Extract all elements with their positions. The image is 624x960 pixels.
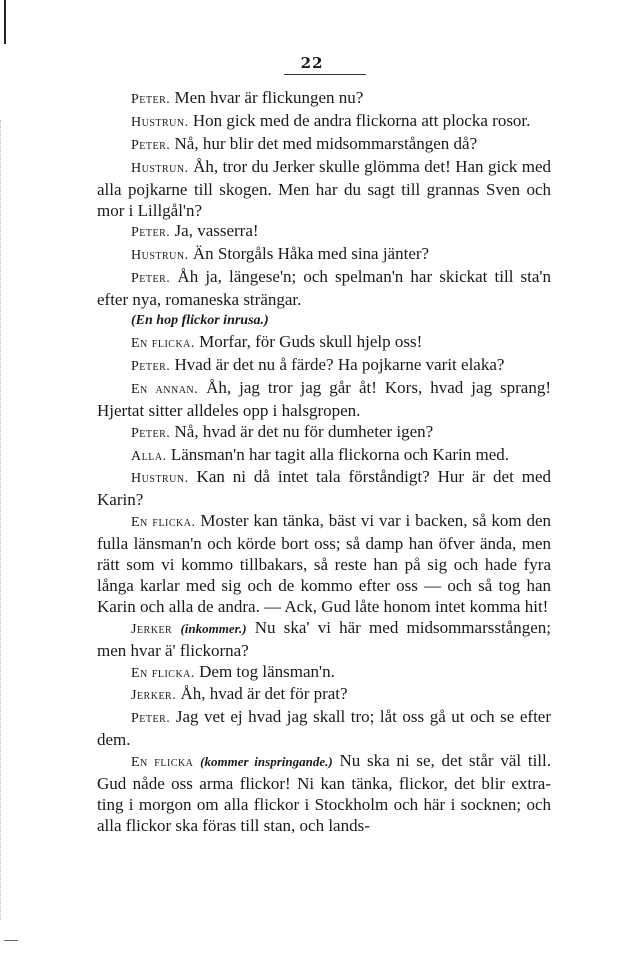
dialogue-paragraph	[97, 618, 551, 662]
dialogue-paragraph	[97, 88, 551, 111]
speech-text: Kan ni då intet tala förståndigt? Hur är det med Karin?	[97, 467, 551, 510]
speech-text: Än Storgåls Håka med sina jänter?	[192, 244, 430, 264]
speech-text: Ja, vasserra!	[174, 221, 259, 241]
speaker-name: Jerker	[131, 621, 173, 637]
speech-text: Moster kan tänka, bäst vi var i backen, så kom den fulla länsman'n och körde bort oss; så damp han öfver ända, men rätt som vi kommo tillbakars, så reste han på sig och hade fyra långa karlar med sig och de kommo efter oss — och så tog han Karin och alla de andra. — Ack, Gud låte honom intet komma hit!	[97, 511, 552, 616]
speech-text: Nå, hur blir det med midsommarstången då?	[174, 133, 478, 153]
speech-text: Hon gick med de andra flickorna att plocka rosor.	[192, 110, 531, 130]
speech-text: Länsman'n har tagit alla flickorna och Karin med.	[170, 444, 510, 464]
dialogue-paragraph	[97, 355, 551, 378]
speaker-name: Alla.	[131, 448, 167, 464]
speaker-name: Peter.	[131, 92, 171, 107]
dialogue-paragraph	[97, 422, 551, 445]
dialogue-paragraph	[97, 221, 551, 244]
speech-text: Åh, hvad är det för prat?	[180, 684, 348, 704]
speech-text: Jag vet ej hvad jag skall tro; låt oss gå ut och se efter dem.	[97, 707, 551, 750]
speech-text: Morfar, för Guds skull hjelp oss!	[199, 331, 423, 351]
dialogue-text	[97, 88, 551, 837]
stage-direction: (kommer inspringande.)	[200, 754, 333, 770]
dialogue-paragraph	[97, 511, 551, 618]
speech-text: Nu ska' vi här med midsommarsstången; men hvar ä' flickorna?	[97, 617, 552, 660]
speaker-name: Hustrun.	[131, 114, 189, 130]
dialogue-paragraph	[97, 332, 551, 355]
page-edge-shadow	[0, 120, 5, 920]
header-rule	[284, 74, 366, 75]
speaker-name: Peter.	[131, 137, 171, 153]
stage-direction: (inkommer.)	[180, 620, 247, 636]
speech-text: Nå, hvad är det nu för dumheter igen?	[174, 421, 434, 441]
page-edge-line	[4, 0, 6, 44]
speaker-name: Peter.	[131, 271, 171, 287]
dialogue-paragraph	[97, 684, 551, 707]
margin-mark	[4, 940, 18, 941]
dialogue-paragraph	[97, 662, 551, 685]
dialogue-paragraph	[97, 467, 551, 511]
speaker-name: Peter.	[131, 711, 171, 727]
dialogue-paragraph	[97, 111, 551, 134]
dialogue-paragraph	[97, 707, 551, 751]
speaker-name: En annan.	[131, 381, 199, 397]
speech-text: Hvad är det nu å färde? Ha pojkarne varit elaka?	[174, 354, 505, 374]
speaker-name: Peter.	[131, 225, 171, 241]
page-number: 22	[300, 54, 324, 72]
speech-text: Åh ja, längese'n; och spelman'n har skickat till sta'n efter nya, romaneska strängar.	[97, 267, 551, 310]
speaker-name: Hustrun.	[131, 160, 189, 176]
dialogue-paragraph	[97, 244, 551, 267]
dialogue-paragraph	[97, 311, 551, 332]
speaker-name: Hustrun.	[131, 248, 189, 264]
speaker-name: En flicka	[131, 755, 194, 771]
speaker-name: Jerker.	[131, 688, 177, 704]
dialogue-paragraph	[97, 378, 551, 422]
speech-text: Åh, jag tror jag går åt! Kors, hvad jag sprang! Hjertat sitter alldeles opp i halsgropen.	[97, 377, 551, 420]
speech-text: Men hvar är flickungen nu?	[174, 88, 364, 107]
stage-direction: (En hop flickor inrusa.)	[131, 313, 269, 329]
speaker-name: Peter.	[131, 425, 171, 441]
dialogue-paragraph	[97, 751, 551, 837]
speech-text: Åh, tror du Jerker skulle glömma det! Han gick med alla pojkarne till skogen. Men har du sagt till grannas Sven och mor i Lillgål'n?	[97, 156, 551, 220]
speaker-name: En flicka.	[131, 335, 195, 351]
speaker-name: En flicka.	[131, 665, 195, 681]
dialogue-paragraph	[97, 445, 551, 468]
dialogue-paragraph	[97, 134, 551, 157]
dialogue-paragraph	[97, 157, 551, 222]
speech-text: Nu ska ni se, det står väl till. Gud nåde oss arma flickor! Ni kan tänka, flickor, det blir extra-ting i morgon om alla flickor i Stockholm och här i socknen; och alla flickor ska föras till stan, och lands-	[97, 751, 552, 835]
speaker-name: En flicka.	[131, 515, 196, 531]
speaker-name: Hustrun.	[131, 471, 189, 487]
speech-text: Dem tog länsman'n.	[199, 661, 335, 681]
speaker-name: Peter.	[131, 358, 171, 374]
dialogue-paragraph	[97, 267, 551, 311]
